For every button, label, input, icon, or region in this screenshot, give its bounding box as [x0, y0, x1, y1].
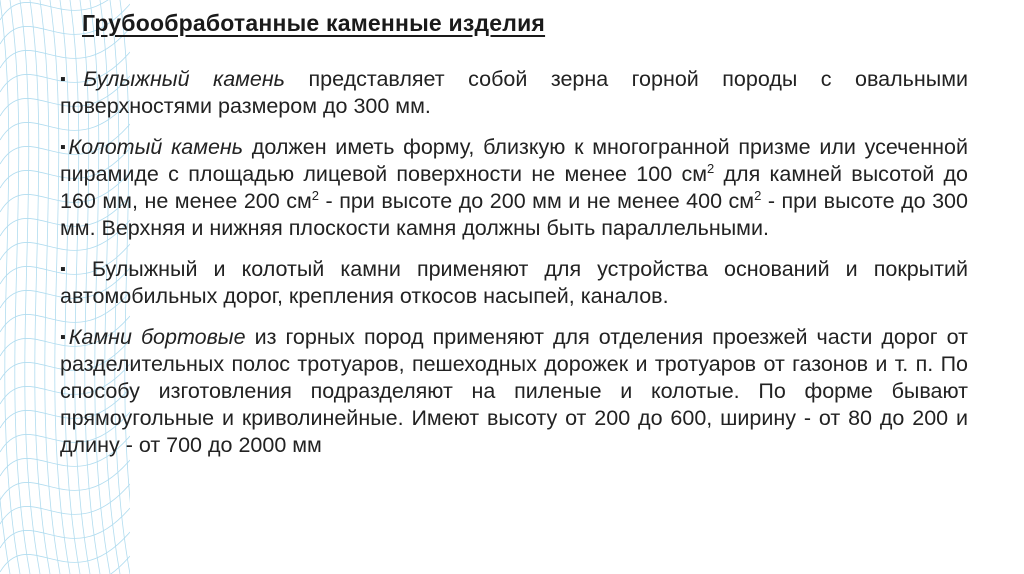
- slide-title: Грубообработанные каменные изделия: [82, 10, 546, 36]
- paragraph-curbstones: [60, 324, 968, 459]
- superscript-2: 2: [311, 188, 319, 203]
- split-stone-text-1: должен иметь форму, близкую к многогранной призме или усеченной пирамиде с площадью лицевой поверхности не менее 100 см: [60, 135, 968, 186]
- bullet-icon: ▪: [60, 261, 76, 278]
- superscript-2: 2: [706, 161, 715, 176]
- paragraph-usage: [60, 256, 968, 310]
- decor-line: [20, 0, 40, 574]
- decor-line: [10, 0, 30, 574]
- paragraph-usage-text: Булыжный и колотый камни применяют для устройства оснований и покрытий автомобильных дорог, крепления откосов насыпей, каналов.: [60, 257, 969, 308]
- split-stone-text-4: - при высоте до 300 мм. Верхняя и нижняя плоскости камня должны быть параллельными.: [60, 189, 968, 240]
- paragraph-curbstones-text: из горных пород применяют для отделения проезжей части дорог от разделительных полос тротуаров, пешеходных дорожек и тротуаров от газонов и т. п. По способу изготовления подразделяют на пиленые и колотые. По форме бывают прямоугольные и криволинейные. Имеют высоту от 200 до 600, ширину - от 80 до 200 и длину - от 700 до 2000 мм: [60, 325, 969, 457]
- bullet-icon: ▪: [60, 139, 69, 156]
- bullet-icon: ▪: [60, 329, 69, 346]
- superscript-2: 2: [754, 188, 762, 203]
- term-split-stone: Колотый камень: [68, 135, 244, 159]
- term-curbstones: Камни бортовые: [68, 325, 246, 349]
- decor-line: [30, 0, 50, 574]
- split-stone-text-2: для камней высотой до 160 мм, не менее 200 см: [60, 162, 968, 213]
- slide-body: [60, 66, 968, 473]
- paragraph-cobblestone: [60, 66, 968, 120]
- paragraph-split-stone: [60, 134, 968, 242]
- paragraph-cobblestone-text: представляет собой зерна горной породы с овальными поверхностями размером до 300 мм.: [60, 67, 969, 118]
- bullet-icon: ▪: [60, 71, 84, 88]
- split-stone-text-3: - при высоте до 200 мм и не менее 400 см: [319, 189, 755, 213]
- decor-line: [0, 0, 10, 574]
- term-cobblestone: Булыжный камень: [83, 67, 285, 91]
